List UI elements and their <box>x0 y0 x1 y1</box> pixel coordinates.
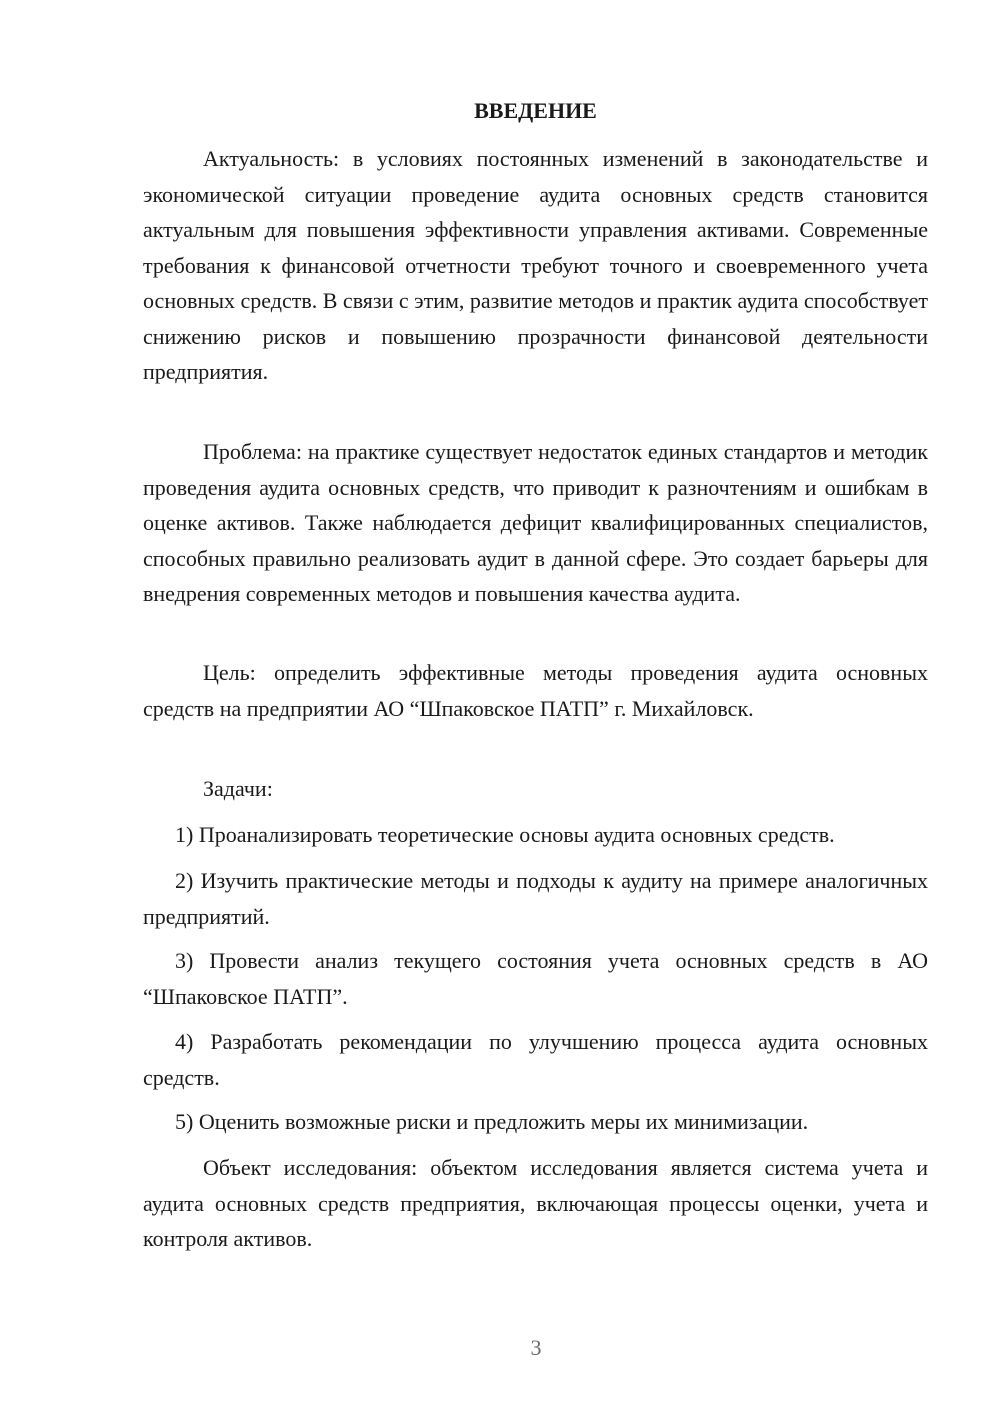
section-title: ВВЕДЕНИЕ <box>474 98 597 123</box>
paragraph-goal: Цель: определить эффективные методы проведения аудита основных средств на предприятии АО “Шпаковское ПАТП” г. Михайловск. <box>143 660 928 721</box>
paragraph-object: Объект исследования: объектом исследования является система учета и аудита основных средств предприятия, включающая процессы оценки, учета и контроля активов. <box>143 1155 928 1251</box>
task-item-4: 4) Разработать рекомендации по улучшению процесса аудита основных средств. <box>143 1029 928 1090</box>
task-item-5: 5) Оценить возможные риски и предложить меры их минимизации. <box>175 1109 809 1134</box>
tasks-heading: Задачи: <box>203 776 273 801</box>
page-number: 3 <box>530 1335 542 1360</box>
paragraph-relevance: Актуальность: в условиях постоянных изменений в законодательстве и экономической ситуации проведение аудита основных средств становится актуальным для повышения эффективности управления активами. Современные требования к финансовой отчетности требуют точного и своевременного учета основных средств. В связи с этим, развитие методов и практик аудита способствует снижению рисков и повышению прозрачности финансовой деятельности предприятия. <box>143 146 928 384</box>
task-item-2: 2) Изучить практические методы и подходы к аудиту на примере аналогичных предприятий. <box>143 868 928 929</box>
paragraph-problem: Проблема: на практике существует недостаток единых стандартов и методик проведения аудита основных средств, что приводит к разночтениям и ошибкам в оценке активов. Также наблюдается дефицит квалифицированных специалистов, способных правильно реализовать аудит в данной сфере. Это создает барьеры для внедрения современных методов и повышения качества аудита. <box>143 439 928 606</box>
task-item-3: 3) Провести анализ текущего состояния учета основных средств в АО “Шпаковское ПАТП”. <box>143 948 928 1009</box>
task-item-1: 1) Проанализировать теоретические основы аудита основных средств. <box>175 822 835 847</box>
